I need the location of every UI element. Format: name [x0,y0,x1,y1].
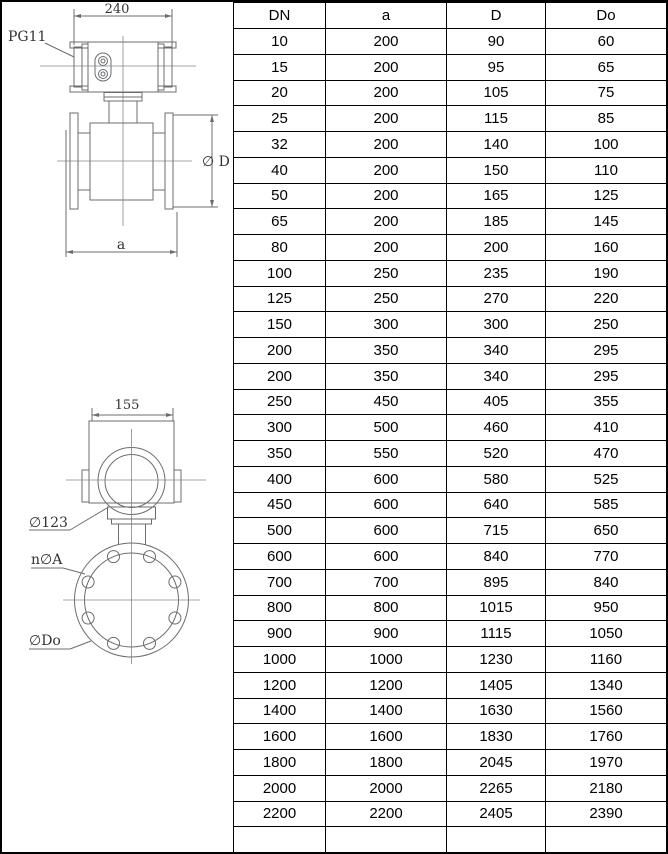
table-cell: 295 [546,363,667,389]
table-cell: 110 [546,157,667,183]
column-header-a: a [326,3,447,29]
table-cell: 300 [447,312,546,338]
table-cell: 1970 [546,750,667,776]
table-cell: 1630 [447,698,546,724]
table-row [234,621,667,647]
table-cell: 2200 [234,801,326,827]
table-cell: 2265 [447,775,546,801]
table-cell: 350 [326,363,447,389]
table-cell: 460 [447,415,546,441]
table-cell: 100 [546,132,667,158]
table-cell: 500 [234,518,326,544]
table-cell: 150 [447,157,546,183]
table-row [234,389,667,415]
table-cell: 1015 [447,595,546,621]
table-cell: 400 [234,466,326,492]
table-cell: 105 [447,80,546,106]
table-cell: 2045 [447,750,546,776]
table-cell: 125 [546,183,667,209]
table-row [234,312,667,338]
dim-phi123-label: ∅123 [29,515,68,531]
table-cell: 1760 [546,724,667,750]
table-cell: 300 [234,415,326,441]
table-cell: 1600 [326,724,447,750]
table-cell: 270 [447,286,546,312]
table-cell: 220 [546,286,667,312]
dim-240-label: 240 [104,2,130,17]
table-row [234,698,667,724]
table-cell: 1400 [234,698,326,724]
table-cell: 185 [447,209,546,235]
table-cell: 1000 [326,647,447,673]
table-row [234,157,667,183]
column-header-d: D [447,3,546,29]
table-row [234,363,667,389]
dim-155-label: 155 [114,398,140,413]
table-cell: 600 [326,518,447,544]
table-row [234,518,667,544]
table-cell: 1800 [326,750,447,776]
table-cell: 580 [447,466,546,492]
dim-a-label: a [116,237,126,253]
table-cell: 65 [234,209,326,235]
table-row [234,209,667,235]
table-cell: 150 [234,312,326,338]
table-cell: 525 [546,466,667,492]
side-view-drawing [8,2,230,257]
table-cell: 405 [447,389,546,415]
table-cell: 340 [447,363,546,389]
table-cell: 600 [326,544,447,570]
table-cell: 250 [326,260,447,286]
table-cell: 1560 [546,698,667,724]
table-row [234,595,667,621]
table-cell: 200 [447,235,546,261]
table-cell [546,827,667,853]
table-cell: 700 [234,569,326,595]
table-cell: 200 [326,132,447,158]
table-cell: 1800 [234,750,326,776]
table-cell: 300 [326,312,447,338]
table-row [234,724,667,750]
table-cell: 585 [546,492,667,518]
dimensions-table [233,2,667,853]
column-header-dn: DN [234,3,326,29]
table-cell: 520 [447,441,546,467]
dim-phi-do-label: ∅Do [29,633,61,649]
table-row [234,647,667,673]
table-cell: 770 [546,544,667,570]
table-cell: 80 [234,235,326,261]
table-row [234,544,667,570]
table-row [234,80,667,106]
table-cell: 40 [234,157,326,183]
table-row [234,569,667,595]
table-cell: 200 [326,106,447,132]
table-row [234,54,667,80]
table-cell: 600 [326,492,447,518]
table-cell: 250 [326,286,447,312]
table-cell: 200 [326,183,447,209]
table-cell: 115 [447,106,546,132]
table-cell: 190 [546,260,667,286]
table-row [234,415,667,441]
table-cell: 200 [326,29,447,55]
table-cell: 32 [234,132,326,158]
table-cell: 2000 [234,775,326,801]
table-cell: 600 [234,544,326,570]
table-cell: 1200 [326,672,447,698]
table-cell [326,827,447,853]
table-cell: 235 [447,260,546,286]
table-body [234,29,667,853]
table-cell: 85 [546,106,667,132]
table-cell: 295 [546,338,667,364]
table-cell: 900 [234,621,326,647]
table-cell: 840 [447,544,546,570]
table-cell: 900 [326,621,447,647]
table-cell: 200 [234,338,326,364]
table-cell: 200 [326,157,447,183]
table-row [234,235,667,261]
table-cell: 15 [234,54,326,80]
table-cell: 650 [546,518,667,544]
table-cell: 95 [447,54,546,80]
table-cell: 140 [447,132,546,158]
table-cell: 200 [326,209,447,235]
table-cell: 1115 [447,621,546,647]
table-cell [234,827,326,853]
table-cell: 450 [326,389,447,415]
table-row [234,338,667,364]
technical-drawing-svg [2,2,233,852]
table-cell: 410 [546,415,667,441]
table-row [234,827,667,853]
table-cell: 165 [447,183,546,209]
table-cell: 800 [234,595,326,621]
table-cell: 250 [546,312,667,338]
table-cell: 840 [546,569,667,595]
table-cell: 600 [326,466,447,492]
table-row [234,492,667,518]
table-cell: 100 [234,260,326,286]
table-cell: 1050 [546,621,667,647]
table-cell: 1600 [234,724,326,750]
column-header-do: Do [546,3,667,29]
table-cell: 65 [546,54,667,80]
table-cell: 50 [234,183,326,209]
table-cell: 90 [447,29,546,55]
table-cell: 640 [447,492,546,518]
table-row [234,106,667,132]
pg11-label: PG11 [8,29,47,45]
dim-n-phi-a-label: n∅A [31,552,63,568]
table-row [234,775,667,801]
table-cell: 350 [326,338,447,364]
table-cell: 2200 [326,801,447,827]
table-cell: 75 [546,80,667,106]
table-row [234,672,667,698]
table-row [234,801,667,827]
table-cell: 2390 [546,801,667,827]
table-cell: 250 [234,389,326,415]
table-cell: 200 [326,235,447,261]
table-cell: 200 [234,363,326,389]
table-cell: 10 [234,29,326,55]
table-cell: 1405 [447,672,546,698]
table-cell: 1230 [447,647,546,673]
table-row [234,466,667,492]
table-cell: 950 [546,595,667,621]
table-cell: 200 [326,54,447,80]
table-cell: 160 [546,235,667,261]
table-cell: 20 [234,80,326,106]
table-cell: 1200 [234,672,326,698]
table-cell: 715 [447,518,546,544]
table-header-row [234,3,667,29]
table-cell: 800 [326,595,447,621]
table-row [234,260,667,286]
table-row [234,750,667,776]
table-cell: 1000 [234,647,326,673]
table-row [234,441,667,467]
table-row [234,183,667,209]
drawing-panel [2,2,233,852]
table-row [234,132,667,158]
table-cell: 355 [546,389,667,415]
table-cell: 2000 [326,775,447,801]
front-view-drawing [29,398,206,664]
table-cell: 1160 [546,647,667,673]
table-cell: 60 [546,29,667,55]
table-cell: 895 [447,569,546,595]
table-cell: 2405 [447,801,546,827]
table-cell: 145 [546,209,667,235]
table-cell: 1400 [326,698,447,724]
dim-phi-d-label: ∅ D [202,154,230,170]
table-cell: 340 [447,338,546,364]
table-row [234,29,667,55]
table-cell: 550 [326,441,447,467]
table-cell: 450 [234,492,326,518]
table-cell: 470 [546,441,667,467]
table-cell: 350 [234,441,326,467]
table-cell: 500 [326,415,447,441]
table-cell: 1830 [447,724,546,750]
table-cell: 25 [234,106,326,132]
table-cell: 200 [326,80,447,106]
table-cell [447,827,546,853]
table-cell: 2180 [546,775,667,801]
table-cell: 125 [234,286,326,312]
table-row [234,286,667,312]
table-cell: 700 [326,569,447,595]
terminal-oval [95,53,111,81]
table-cell: 1340 [546,672,667,698]
